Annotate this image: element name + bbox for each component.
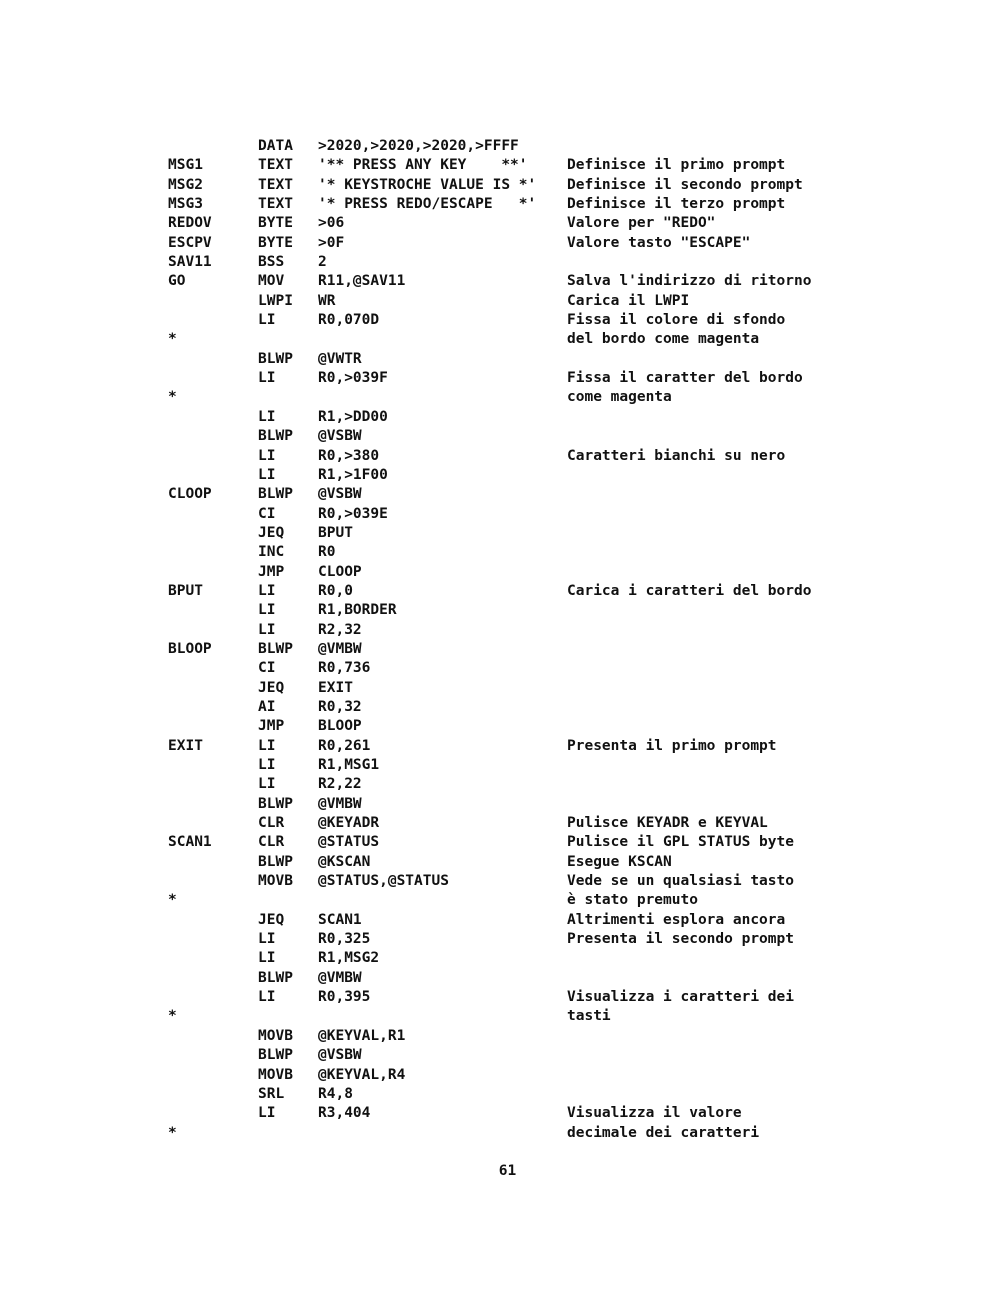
operand: @VMBW	[318, 795, 362, 812]
operand: R0,>039E	[318, 505, 388, 522]
operand: R0,0	[318, 582, 353, 599]
line-label: SAV11	[168, 254, 212, 271]
operand: R0,325	[318, 931, 371, 948]
comment: Carica il LWPI	[567, 292, 690, 309]
opcode: CLR	[258, 815, 285, 832]
operand: @STATUS	[318, 834, 380, 851]
code-line	[168, 756, 968, 775]
code-line	[168, 891, 968, 910]
opcode: MOVB	[258, 1066, 293, 1083]
opcode: TEXT	[258, 176, 293, 193]
code-line	[168, 930, 968, 949]
operand: @KEYVAL,R4	[318, 1066, 406, 1083]
code-line	[168, 621, 968, 640]
code-line	[168, 408, 968, 427]
code-line	[168, 737, 968, 756]
opcode: LI	[258, 776, 276, 793]
code-line	[168, 369, 968, 388]
comment: Definisce il terzo prompt	[567, 196, 786, 213]
opcode: CI	[258, 660, 276, 677]
line-label: *	[168, 892, 177, 909]
opcode: LI	[258, 466, 276, 483]
opcode: BLWP	[258, 640, 293, 657]
comment: Visualizza il valore	[567, 1105, 742, 1122]
operand: >2020,>2020,>2020,>FFFF	[318, 138, 519, 154]
line-label: *	[168, 331, 177, 348]
operand: R3,404	[318, 1105, 371, 1122]
opcode: SRL	[258, 1085, 285, 1102]
operand: R4,8	[318, 1085, 353, 1102]
operand: @KEYADR	[318, 815, 380, 832]
operand: 2	[318, 254, 327, 271]
opcode: BLWP	[258, 1047, 293, 1064]
code-line	[168, 214, 968, 233]
opcode: MOVB	[258, 1027, 293, 1044]
code-line	[168, 137, 968, 156]
code-line	[168, 543, 968, 562]
code-line	[168, 679, 968, 698]
opcode: CI	[258, 505, 276, 522]
code-line	[168, 872, 968, 891]
code-line	[168, 949, 968, 968]
opcode: BYTE	[258, 234, 293, 251]
code-line	[168, 311, 968, 330]
code-line	[168, 640, 968, 659]
line-label: REDOV	[168, 215, 212, 232]
comment: Carica i caratteri del bordo	[567, 582, 812, 599]
code-line	[168, 1124, 968, 1143]
line-label: *	[168, 389, 177, 406]
opcode: LI	[258, 621, 276, 638]
operand: '* KEYSTROCHE VALUE IS *'	[318, 176, 537, 193]
comment: come magenta	[567, 389, 672, 406]
comment: è stato premuto	[567, 892, 698, 909]
code-line	[168, 156, 968, 175]
opcode: MOV	[258, 273, 285, 290]
opcode: LI	[258, 1105, 276, 1122]
comment: Pulisce il GPL STATUS byte	[567, 834, 794, 851]
code-line	[168, 853, 968, 872]
opcode: MOVB	[258, 873, 293, 890]
operand: R1,>DD00	[318, 408, 388, 425]
operand: >06	[318, 215, 345, 232]
operand: @VSBW	[318, 428, 362, 445]
code-line	[168, 1027, 968, 1046]
code-line	[168, 466, 968, 485]
code-line	[168, 582, 968, 601]
comment: Presenta il primo prompt	[567, 737, 777, 754]
opcode: BLWP	[258, 969, 293, 986]
code-line	[168, 427, 968, 446]
opcode: CLR	[258, 834, 285, 851]
opcode: INC	[258, 544, 285, 561]
line-label: SCAN1	[168, 834, 212, 851]
comment: Altrimenti esplora ancora	[567, 911, 786, 928]
code-line	[168, 698, 968, 717]
code-line	[168, 272, 968, 291]
line-label: EXIT	[168, 737, 203, 754]
comment: decimale dei caratteri	[567, 1124, 760, 1141]
operand: R1,MSG2	[318, 950, 380, 967]
operand: @VSBW	[318, 486, 362, 503]
opcode: LI	[258, 757, 276, 773]
comment: del bordo come magenta	[567, 331, 760, 348]
line-label: BPUT	[168, 582, 203, 599]
code-line	[168, 176, 968, 195]
code-line	[168, 1046, 968, 1065]
comment: Valore per "REDO"	[567, 215, 716, 232]
comment: Esegue KSCAN	[567, 853, 672, 870]
line-label: MSG1	[168, 157, 203, 174]
opcode: JEQ	[258, 679, 285, 696]
operand: R2,32	[318, 621, 362, 638]
operand: R0,>039F	[318, 370, 388, 387]
operand: @VWTR	[318, 350, 362, 367]
code-line	[168, 833, 968, 852]
code-line	[168, 775, 968, 794]
code-line	[168, 659, 968, 678]
operand: '* PRESS REDO/ESCAPE *'	[318, 196, 537, 213]
opcode: BYTE	[258, 215, 293, 232]
operand: EXIT	[318, 679, 353, 696]
comment: Fissa il caratter del bordo	[567, 370, 803, 387]
operand: R11,@SAV11	[318, 273, 406, 290]
comment: Vede se un qualsiasi tasto	[567, 873, 794, 890]
opcode: BLWP	[258, 486, 293, 503]
code-line	[168, 505, 968, 524]
operand: R0,32	[318, 698, 362, 715]
code-line	[168, 524, 968, 543]
code-line	[168, 485, 968, 504]
comment: Definisce il primo prompt	[567, 157, 786, 174]
line-label: *	[168, 1124, 177, 1141]
opcode: BLWP	[258, 795, 293, 812]
operand: R0,395	[318, 989, 371, 1006]
code-line	[168, 601, 968, 620]
code-line	[168, 969, 968, 988]
code-line	[168, 330, 968, 349]
code-line	[168, 1085, 968, 1104]
opcode: BLWP	[258, 350, 293, 367]
code-line	[168, 795, 968, 814]
comment: Visualizza i caratteri dei	[567, 989, 794, 1006]
comment: Definisce il secondo prompt	[567, 176, 803, 193]
code-line	[168, 563, 968, 582]
operand: @VMBW	[318, 640, 362, 657]
operand: SCAN1	[318, 911, 362, 928]
operand: R1,BORDER	[318, 602, 397, 619]
opcode: LI	[258, 447, 276, 464]
operand: >0F	[318, 234, 345, 251]
code-line	[168, 1066, 968, 1085]
operand: R1,>1F00	[318, 466, 388, 483]
opcode: LI	[258, 602, 276, 619]
comment: Valore tasto "ESCAPE"	[567, 234, 751, 251]
line-label: CLOOP	[168, 486, 212, 503]
code-line	[168, 350, 968, 369]
page-number: 61	[498, 1163, 517, 1179]
code-line	[168, 234, 968, 253]
comment: Fissa il colore di sfondo	[567, 312, 786, 329]
comment: Caratteri bianchi su nero	[567, 447, 786, 464]
line-label: BLOOP	[168, 640, 212, 657]
opcode: JMP	[258, 563, 285, 580]
code-line	[168, 388, 968, 407]
opcode: LI	[258, 408, 276, 425]
code-line	[168, 253, 968, 272]
line-label: MSG2	[168, 176, 203, 193]
code-line	[168, 988, 968, 1007]
line-label: GO	[168, 273, 186, 290]
operand: @KSCAN	[318, 853, 371, 870]
operand: BLOOP	[318, 718, 362, 735]
assembly-listing	[168, 137, 968, 1143]
opcode: LI	[258, 931, 276, 948]
opcode: LI	[258, 370, 276, 387]
opcode: LI	[258, 989, 276, 1006]
comment: Salva l'indirizzo di ritorno	[567, 273, 812, 290]
code-line	[168, 911, 968, 930]
operand: '** PRESS ANY KEY **'	[318, 157, 528, 174]
comment: Presenta il secondo prompt	[567, 931, 794, 948]
opcode: LWPI	[258, 292, 293, 309]
operand: @VSBW	[318, 1047, 362, 1064]
opcode: TEXT	[258, 157, 293, 174]
code-line	[168, 1007, 968, 1026]
code-line	[168, 1104, 968, 1123]
opcode: LI	[258, 582, 276, 599]
opcode: AI	[258, 698, 276, 715]
opcode: BSS	[258, 254, 285, 271]
code-line	[168, 195, 968, 214]
operand: @STATUS,@STATUS	[318, 873, 449, 890]
operand: @VMBW	[318, 969, 362, 986]
code-line	[168, 717, 968, 736]
comment: tasti	[567, 1008, 611, 1025]
opcode: LI	[258, 950, 276, 967]
opcode: JEQ	[258, 911, 285, 928]
opcode: JEQ	[258, 524, 285, 541]
comment: Pulisce KEYADR e KEYVAL	[567, 815, 768, 832]
line-label: ESCPV	[168, 234, 212, 251]
operand: R2,22	[318, 776, 362, 793]
operand: WR	[318, 292, 336, 309]
opcode: JMP	[258, 718, 285, 735]
line-label: MSG3	[168, 196, 203, 213]
code-line	[168, 814, 968, 833]
operand: R0,070D	[318, 312, 380, 329]
operand: CLOOP	[318, 563, 362, 580]
line-label: *	[168, 1008, 177, 1025]
operand: R0,>380	[318, 447, 380, 464]
opcode: BLWP	[258, 853, 293, 870]
operand: R1,MSG1	[318, 757, 380, 773]
operand: BPUT	[318, 524, 353, 541]
operand: R0,261	[318, 737, 371, 754]
code-line	[168, 447, 968, 466]
operand: @KEYVAL,R1	[318, 1027, 406, 1044]
opcode: LI	[258, 312, 276, 329]
code-line	[168, 292, 968, 311]
operand: R0,736	[318, 660, 371, 677]
opcode: TEXT	[258, 196, 293, 213]
opcode: DATA	[258, 138, 293, 154]
opcode: LI	[258, 737, 276, 754]
opcode: BLWP	[258, 428, 293, 445]
operand: R0	[318, 544, 336, 561]
